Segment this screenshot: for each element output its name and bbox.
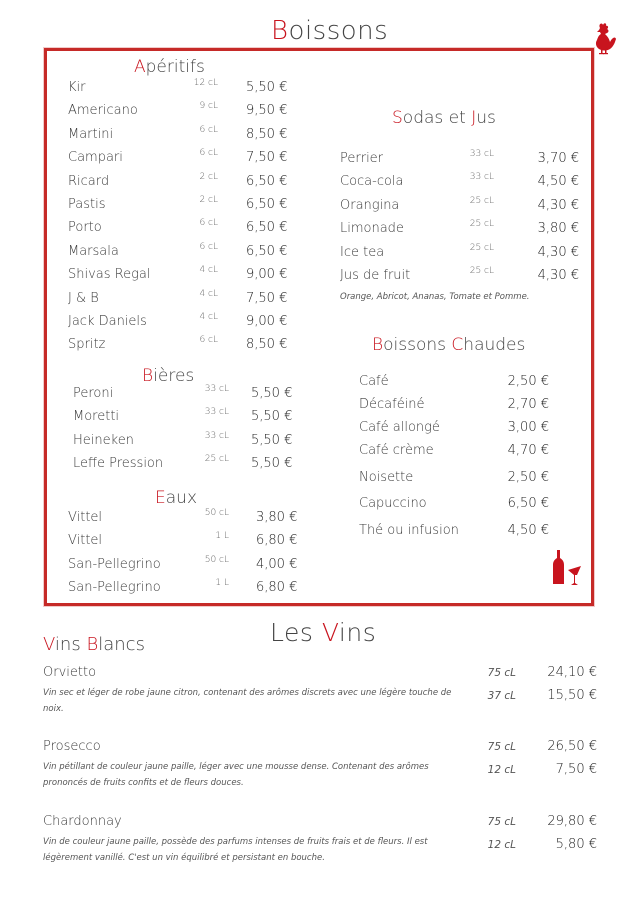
- item-volume: 6 cL: [199, 148, 218, 159]
- item-name: Kir: [68, 80, 86, 95]
- heading-initial-2: B: [86, 634, 99, 655]
- item-price: 5,50 €: [246, 80, 288, 95]
- item-name: Limonade: [340, 221, 404, 237]
- title-rest: oissons: [288, 16, 389, 46]
- item-price: 4,50 €: [507, 523, 549, 538]
- item-price: 6,80 €: [256, 579, 298, 595]
- wine-description: Vin pétillant de couleur jaune paille, léger avec une mousse dense. Contenant des arômes prononcés de fruits confits et de fleurs douces.: [43, 762, 429, 788]
- wine-price: 5,80 €: [555, 837, 597, 852]
- heading-rest: ières: [153, 366, 195, 386]
- item-price: 9,50 €: [246, 103, 288, 119]
- aperitifs-heading: [134, 57, 205, 77]
- item-name: Café allongé: [359, 420, 440, 435]
- item-name: Moretti: [73, 409, 120, 425]
- item-name: Pastis: [68, 197, 106, 212]
- wine-price: 26,50 €: [547, 739, 597, 754]
- heading-rest-2: us: [476, 108, 496, 128]
- page-title: [271, 16, 388, 46]
- item-volume: 6 cL: [199, 218, 218, 229]
- juice-note: Orange, Abricot, Ananas, Tomate et Pomme.: [340, 292, 530, 302]
- bottle-glass-icon: [547, 548, 587, 588]
- item-price: 6,50 €: [246, 243, 288, 259]
- item-volume: 25 cL: [469, 219, 494, 230]
- item-price: 4,00 €: [256, 556, 298, 572]
- heading-initial: B: [142, 366, 154, 386]
- item-volume: 50 cL: [204, 508, 229, 518]
- heading-rest: péritifs: [145, 57, 205, 77]
- item-name: Porto: [68, 220, 102, 236]
- item-name: Orangina: [340, 197, 400, 213]
- item-volume: 1 L: [215, 531, 229, 542]
- item-price: 4,70 €: [507, 443, 549, 458]
- wine-description: Vin de couleur jaune paille, possède des parfums intenses de fruits frais et de fleurs. Il est légèrement vanillé. C'est un vin équilibré et persistant en bouche.: [43, 837, 428, 863]
- item-price: 2,50 €: [507, 374, 549, 389]
- heading-initial-2: J: [471, 108, 477, 128]
- item-name: Vittel: [68, 533, 103, 549]
- item-name: San-Pellegrino: [68, 579, 161, 595]
- item-price: 3,80 €: [256, 510, 298, 525]
- item-name: Coca-cola: [340, 174, 404, 190]
- item-price: 2,70 €: [507, 397, 549, 412]
- item-price: 9,00 €: [246, 267, 288, 283]
- wine-name: Prosecco: [43, 739, 101, 754]
- item-price: 6,50 €: [246, 220, 288, 236]
- item-name: Americano: [68, 103, 138, 119]
- item-price: 4,30 €: [537, 268, 579, 283]
- item-price: 5,50 €: [251, 432, 293, 448]
- item-name: Martini: [68, 126, 114, 142]
- item-price: 4,30 €: [537, 197, 579, 213]
- heading-rest-2: haudes: [463, 335, 526, 355]
- item-price: 5,50 €: [251, 409, 293, 425]
- sodas-heading: [392, 108, 496, 128]
- wine-name: Chardonnay: [43, 814, 122, 829]
- item-name: Ice tea: [340, 244, 385, 260]
- item-volume: 33 cL: [204, 407, 229, 418]
- item-name: Shivas Regal: [68, 267, 151, 283]
- item-volume: 25 cL: [469, 242, 494, 253]
- item-name: Marsala: [68, 243, 119, 259]
- item-name: Spritz: [68, 337, 106, 353]
- heading-rest: odas et: [402, 108, 472, 128]
- heading-initial: E: [155, 488, 166, 508]
- heading-initial-2: C: [451, 335, 464, 355]
- eaux-heading: [155, 488, 197, 508]
- item-name: Café: [359, 374, 389, 389]
- wine-price: 15,50 €: [547, 688, 597, 703]
- item-volume: 2 cL: [199, 171, 218, 182]
- item-volume: 9 cL: [199, 101, 218, 112]
- wine-price: 7,50 €: [555, 762, 597, 777]
- chaudes-heading: [372, 335, 525, 355]
- title-part: Les: [270, 618, 322, 647]
- item-name: Leffe Pression: [73, 455, 164, 471]
- item-name: Noisette: [359, 470, 414, 485]
- item-price: 5,50 €: [251, 455, 293, 471]
- item-price: 2,50 €: [507, 470, 549, 485]
- vins-blancs-heading: [43, 634, 145, 655]
- wine-name: Orvietto: [43, 665, 97, 680]
- item-name: Ricard: [68, 173, 110, 189]
- item-name: Vittel: [68, 510, 103, 525]
- wine-volume: 12 cL: [487, 764, 516, 776]
- item-name: Perrier: [340, 151, 384, 166]
- item-volume: 4 cL: [199, 265, 218, 276]
- heading-initial: V: [43, 634, 55, 655]
- item-price: 8,50 €: [246, 126, 288, 142]
- item-name: Heineken: [73, 432, 134, 448]
- title-initial: V: [321, 618, 339, 647]
- wine-volume: 37 cL: [487, 690, 516, 702]
- item-price: 8,50 €: [246, 337, 288, 353]
- item-volume: 33 cL: [469, 149, 494, 159]
- wine-description: Vin sec et léger de robe jaune citron, contenant des arômes discrets avec une légère touche de noix.: [43, 688, 452, 714]
- item-name: Thé ou infusion: [359, 523, 459, 538]
- item-price: 3,80 €: [537, 221, 579, 237]
- item-price: 7,50 €: [246, 150, 288, 166]
- item-volume: 33 cL: [469, 172, 494, 183]
- bieres-heading: [142, 366, 194, 386]
- item-price: 3,70 €: [537, 151, 579, 166]
- heading-rest: aux: [165, 488, 198, 508]
- item-name: Peroni: [73, 386, 114, 401]
- item-volume: 1 L: [215, 577, 229, 588]
- item-volume: 6 cL: [199, 241, 218, 252]
- item-price: 5,50 €: [251, 386, 293, 401]
- heading-rest: oissons: [383, 335, 452, 355]
- item-volume: 25 cL: [204, 453, 229, 464]
- item-volume: 6 cL: [199, 124, 218, 135]
- wine-volume: 75 cL: [487, 741, 516, 753]
- item-price: 4,30 €: [537, 244, 579, 260]
- item-volume: 4 cL: [199, 288, 218, 299]
- item-volume: 6 cL: [199, 335, 218, 346]
- heading-initial: A: [134, 57, 146, 77]
- wine-volume: 12 cL: [487, 839, 516, 851]
- heading-rest: ins: [54, 634, 87, 655]
- wine-volume: 75 cL: [487, 667, 516, 679]
- wine-price: 24,10 €: [547, 665, 597, 680]
- item-name: Campari: [68, 150, 123, 166]
- item-volume: 33 cL: [204, 430, 229, 441]
- item-price: 4,50 €: [537, 174, 579, 190]
- item-name: Jus de fruit: [340, 268, 411, 283]
- item-name: Café crème: [359, 443, 434, 458]
- item-price: 6,50 €: [246, 173, 288, 189]
- item-volume: 33 cL: [204, 384, 229, 394]
- item-name: Capuccino: [359, 496, 427, 511]
- item-volume: 50 cL: [204, 554, 229, 565]
- item-name: San-Pellegrino: [68, 556, 161, 572]
- item-price: 6,50 €: [507, 496, 549, 511]
- wine-price: 29,80 €: [547, 814, 597, 829]
- heading-rest-2: lancs: [98, 634, 145, 655]
- item-volume: 25 cL: [469, 195, 494, 206]
- heading-initial: S: [392, 108, 403, 128]
- title-part: ins: [338, 618, 377, 647]
- item-price: 6,50 €: [246, 197, 288, 212]
- item-price: 7,50 €: [246, 290, 288, 306]
- item-price: 6,80 €: [256, 533, 298, 549]
- item-volume: 12 cL: [193, 78, 218, 88]
- item-name: Décaféiné: [359, 397, 425, 412]
- item-volume: 25 cL: [469, 266, 494, 276]
- item-name: J & B: [68, 290, 99, 306]
- item-price: 9,00 €: [246, 314, 288, 329]
- title-initial: B: [271, 16, 289, 46]
- vins-title: [270, 618, 376, 647]
- item-volume: 2 cL: [199, 195, 218, 205]
- item-volume: 4 cL: [199, 312, 218, 322]
- heading-initial: B: [372, 335, 384, 355]
- item-name: Jack Daniels: [68, 314, 147, 329]
- wine-volume: 75 cL: [487, 816, 516, 828]
- item-price: 3,00 €: [507, 420, 549, 435]
